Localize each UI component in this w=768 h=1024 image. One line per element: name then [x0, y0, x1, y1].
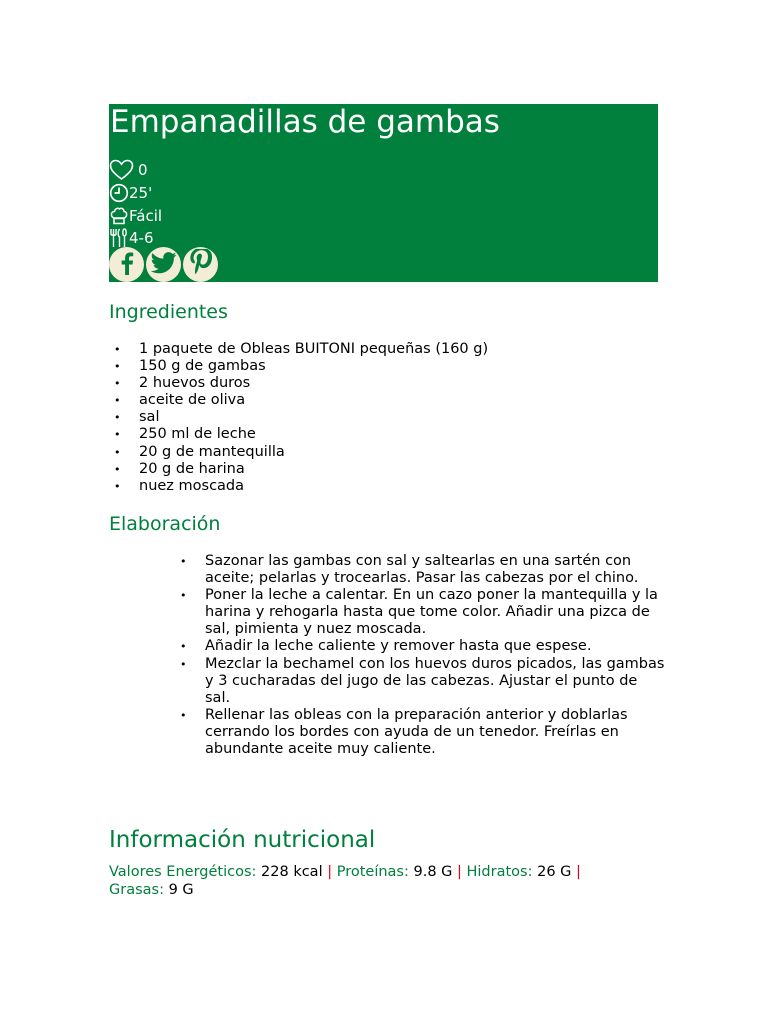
list-item: • sal [139, 409, 488, 426]
difficulty: Fácil [129, 207, 163, 225]
likes-row[interactable] [109, 159, 148, 181]
share-buttons [109, 247, 218, 282]
energy-value: 228 kcal [261, 864, 323, 880]
protein-label: Proteínas: [336, 864, 409, 880]
list-item: • 20 g de mantequilla [139, 444, 488, 461]
recipe-header [109, 104, 658, 282]
difficulty-row [109, 205, 162, 227]
heart-icon[interactable] [109, 159, 134, 181]
preparation-heading: Elaboración [109, 513, 221, 535]
list-item: • Rellenar las obleas con la preparación anterior y doblarlas cerrando los bordes con ayuda de un tenedor. Freírlas en abundante aceite muy caliente. [205, 707, 665, 758]
facebook-share-button[interactable] [109, 247, 144, 282]
list-item: • 20 g de harina [139, 461, 488, 478]
carbs-label: Hidratos: [466, 864, 533, 880]
list-item: • aceite de oliva [139, 392, 488, 409]
separator: | [327, 864, 333, 880]
nutrition-heading: Información nutricional [109, 827, 376, 853]
pinterest-icon [190, 249, 212, 281]
list-item: • 150 g de gambas [139, 358, 488, 375]
list-item: • Añadir la leche caliente y remover hasta que espese. [205, 638, 665, 655]
separator: | [576, 864, 581, 880]
preparation-steps [205, 553, 665, 758]
recipe-title: Empanadillas de gambas [110, 104, 500, 140]
nutrition-info [109, 864, 599, 899]
clock-icon [109, 183, 129, 203]
list-item: • Poner la leche a calentar. En un cazo poner la mantequilla y la harina y rehogarla hasta que tome color. Añadir una pizca de sal, pimienta y nuez moscada. [205, 587, 665, 638]
fat-label: Grasas: [109, 881, 164, 898]
chef-hat-icon [109, 206, 129, 226]
list-item: • Mezclar la bechamel con los huevos duros picados, las gambas y 3 cucharadas del jugo de las cabezas. Ajustar el punto de sal. [205, 656, 665, 707]
twitter-share-button[interactable] [146, 247, 181, 282]
protein-value: 9.8 G [413, 864, 453, 880]
list-item: • 250 ml de leche [139, 426, 488, 443]
list-item: • Sazonar las gambas con sal y saltearlas en una sartén con aceite; pelarlas y trocearlas. Pasar las cabezas por el chino. [205, 553, 665, 587]
list-item: • 2 huevos duros [139, 375, 488, 392]
energy-label: Valores Energéticos: [109, 864, 257, 880]
list-item: • 1 paquete de Obleas BUITONI pequeñas (160 g) [139, 341, 488, 358]
ingredients-list [139, 341, 488, 495]
twitter-icon [151, 252, 177, 278]
pinterest-share-button[interactable] [183, 247, 218, 282]
carbs-value: 26 G [537, 864, 572, 880]
servings: 4-6 [129, 229, 154, 247]
ingredients-heading: Ingredientes [109, 301, 228, 323]
prep-time: 25' [129, 184, 153, 202]
servings-row [109, 227, 154, 249]
list-item: • nuez moscada [139, 478, 488, 495]
cutlery-icon [109, 228, 129, 248]
separator: | [457, 864, 462, 880]
fat-value: 9 G [168, 881, 194, 898]
facebook-icon [117, 251, 137, 279]
likes-count: 0 [138, 161, 148, 179]
time-row [109, 182, 152, 204]
